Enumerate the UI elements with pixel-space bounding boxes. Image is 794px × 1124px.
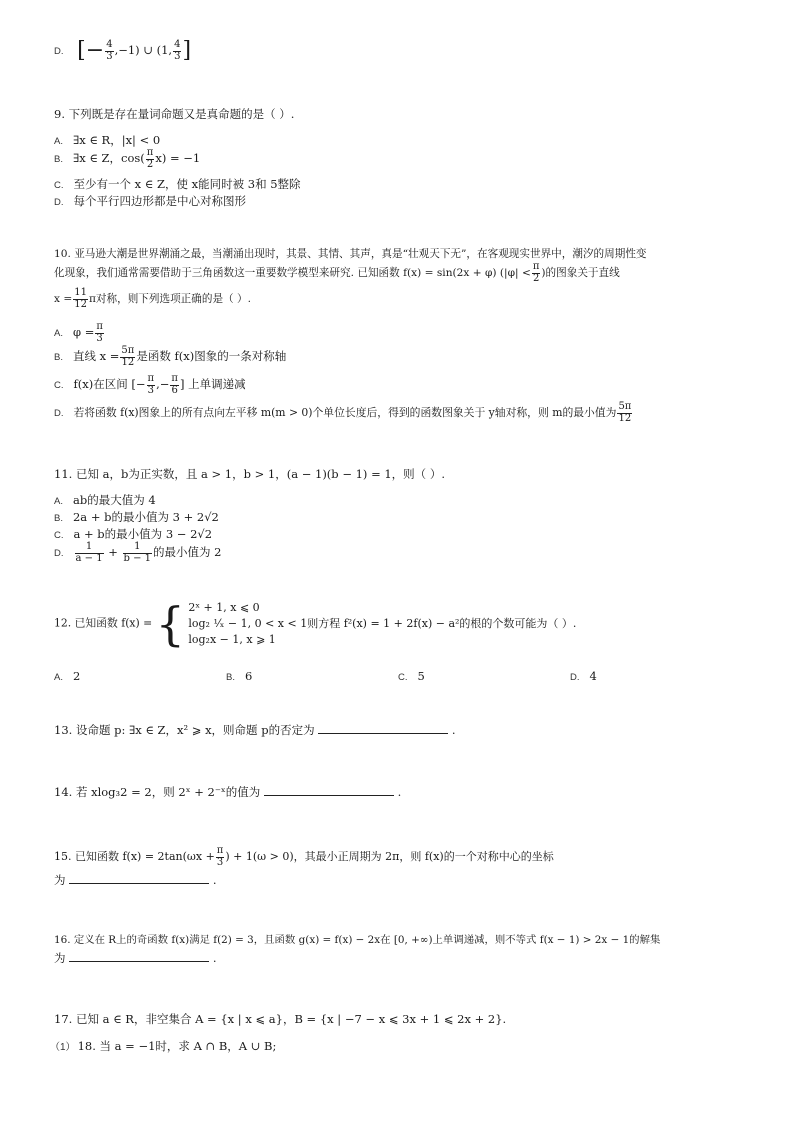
piecewise-cases [188, 600, 576, 648]
case-1: 2ˣ + 1, x ⩽ 0 [188, 601, 260, 614]
q12-stem: 12. 已知函数 f(x) = { 2ˣ + 1, x ⩽ 0 log₂ ¹⁄ₓ − 1, 0 < x < 1则方程 f²(x) = 1 + 2f(x) − a²的根的个数可能为（ ）. log₂x − 1, x ⩾ 1 [54, 596, 577, 651]
q9-option-a: A. ∃x ∈ R，|x| < 0 [54, 133, 161, 147]
q10-stem-line2: 化现象，我们通常需要借助于三角函数这一重要数学模型来研究. 已知函数 f(x) = sin(2x + φ) (|φ| < $\frac{\pi}{2}$ )的图象关于直线 [54, 261, 620, 284]
fraction: $\frac{\pi}{2}$ [146, 147, 154, 170]
option-text: ,−1) ∪ (1, [114, 43, 173, 58]
case-2: log₂ ¹⁄ₓ − 1, 0 < x < 1则方程 f²(x) = 1 + 2f(x) − a²的根的个数可能为（ ）. [188, 616, 577, 630]
q11-option-b: B. 2a + b的最小值为 3 + 2√2 [54, 510, 219, 524]
answer-blank[interactable] [69, 882, 209, 884]
fraction: $\frac{1}{a - 1}$ [75, 541, 103, 564]
q12-option-b: B. 6 [226, 669, 253, 683]
option-text: ] [182, 38, 192, 63]
q12-option-a: A. 2 [54, 669, 81, 683]
fraction: $\frac{4}{3}$ [106, 39, 113, 62]
q11-option-c: C. a + b的最小值为 3 − 2√2 [54, 527, 213, 541]
answer-blank[interactable] [69, 960, 209, 962]
fraction: $\frac{4}{3}$ [174, 39, 181, 62]
cases-brace: { [155, 596, 185, 651]
fraction: $\frac{11}{12}$ [74, 287, 87, 310]
q11-stem: 11. 已知 a，b为正实数，且 a > 1，b > 1，(a − 1)(b − 1) = 1，则（ ）. [54, 467, 445, 481]
q11-option-d: D. $\frac{1}{a - 1}$ + $\frac{1}{b - 1}$ 的最小值为 2 [54, 541, 222, 564]
fraction: $\frac{\pi}{2}$ [532, 261, 540, 284]
q11-option-a: A. ab的最大值为 4 [54, 493, 156, 507]
q16-answer-line: 为 . [54, 951, 217, 965]
case-3: log₂x − 1, x ⩾ 1 [188, 632, 276, 646]
q17-stem: 17. 已知 a ∈ R，非空集合 A = {x | x ⩽ a}，B = {x | −7 − x ⩽ 3x + 1 ⩽ 2x + 2}. [54, 1012, 507, 1026]
q10-option-c: C. f(x)在区间 [− $\frac{\pi}{3}$ ,− $\frac{\pi}{6}$ ] 上单调递减 [54, 373, 246, 396]
q9-option-d: D. 每个平行四边形都是中心对称图形 [54, 194, 246, 208]
q10-stem-line1: 10. 亚马逊大潮是世界潮涌之最，当潮涌出现时，其景、其情、其声，真是“壮观天下无”，在客观现实世界中，潮汐的周期性变 [54, 248, 647, 260]
subquestion-label: （1） [50, 1042, 76, 1053]
fraction: $\frac{5\pi}{12}$ [618, 401, 632, 424]
q13-stem: 13. 设命题 p: ∃x ∈ Z，x² ⩾ x，则命题 p的否定为 . [54, 723, 456, 737]
option-text: [− [77, 38, 105, 63]
q12-option-c: C. 5 [398, 669, 425, 683]
q9-option-b: B. ∃x ∈ Z，cos( $\frac{\pi}{2}$ x) = −1 [54, 147, 201, 170]
q9-option-c: C. 至少有一个 x ∈ Z，使 x能同时被 3和 5整除 [54, 177, 301, 191]
q16-stem: 16. 定义在 R上的奇函数 f(x)满足 f(2) = 3，且函数 g(x) = f(x) − 2x在 [0, +∞)上单调递减，则不等式 f(x − 1) > 2x − 1的解集 [54, 934, 661, 946]
answer-blank[interactable] [318, 732, 448, 734]
q10-option-d: D. 若将函数 f(x)图象上的所有点向左平移 m(m > 0)个单位长度后，得到的函数图象关于 y轴对称，则 m的最小值为 $\frac{5\pi}{12}$ [54, 401, 632, 424]
q14-stem: 14. 若 xlog₃2 = 2，则 2ˣ + 2⁻ˣ的值为 . [54, 785, 402, 799]
answer-blank[interactable] [264, 794, 394, 796]
q10-stem-line3: x = $\frac{11}{12}$ π对称，则下列选项正确的是（ ）. [54, 287, 251, 310]
subquestion-text: 18. 当 a = −1时，求 A ∩ B，A ∪ B; [77, 1039, 277, 1053]
fraction: $\frac{1}{b - 1}$ [123, 541, 152, 564]
fraction: $\frac{\pi}{3}$ [147, 373, 155, 396]
fraction: $\frac{\pi}{3}$ [216, 845, 224, 868]
q9-stem: 9. 下列既是存在量词命题又是真命题的是（ ）. [54, 107, 295, 121]
fraction: $\frac{5\pi}{12}$ [121, 345, 135, 368]
q17-subquestion-1 [50, 1040, 276, 1054]
q15-answer-line: 为 . [54, 873, 217, 887]
q8-option-d [54, 38, 191, 64]
q12-option-d: D. 4 [570, 669, 597, 683]
option-label: D. [54, 46, 64, 58]
q10-option-b: B. 直线 x = $\frac{5\pi}{12}$ 是函数 f(x)图象的一条对称轴 [54, 345, 287, 368]
fraction: $\frac{\pi}{6}$ [171, 373, 178, 396]
fraction: $\frac{\pi}{3}$ [96, 321, 103, 344]
q10-option-a: A. φ = $\frac{\pi}{3}$ [54, 321, 103, 344]
q15-stem: 15. 已知函数 f(x) = 2tan(ωx + $\frac{\pi}{3}$ ) + 1(ω > 0)，其最小正周期为 2π，则 f(x)的一个对称中心的坐标 [54, 845, 554, 868]
